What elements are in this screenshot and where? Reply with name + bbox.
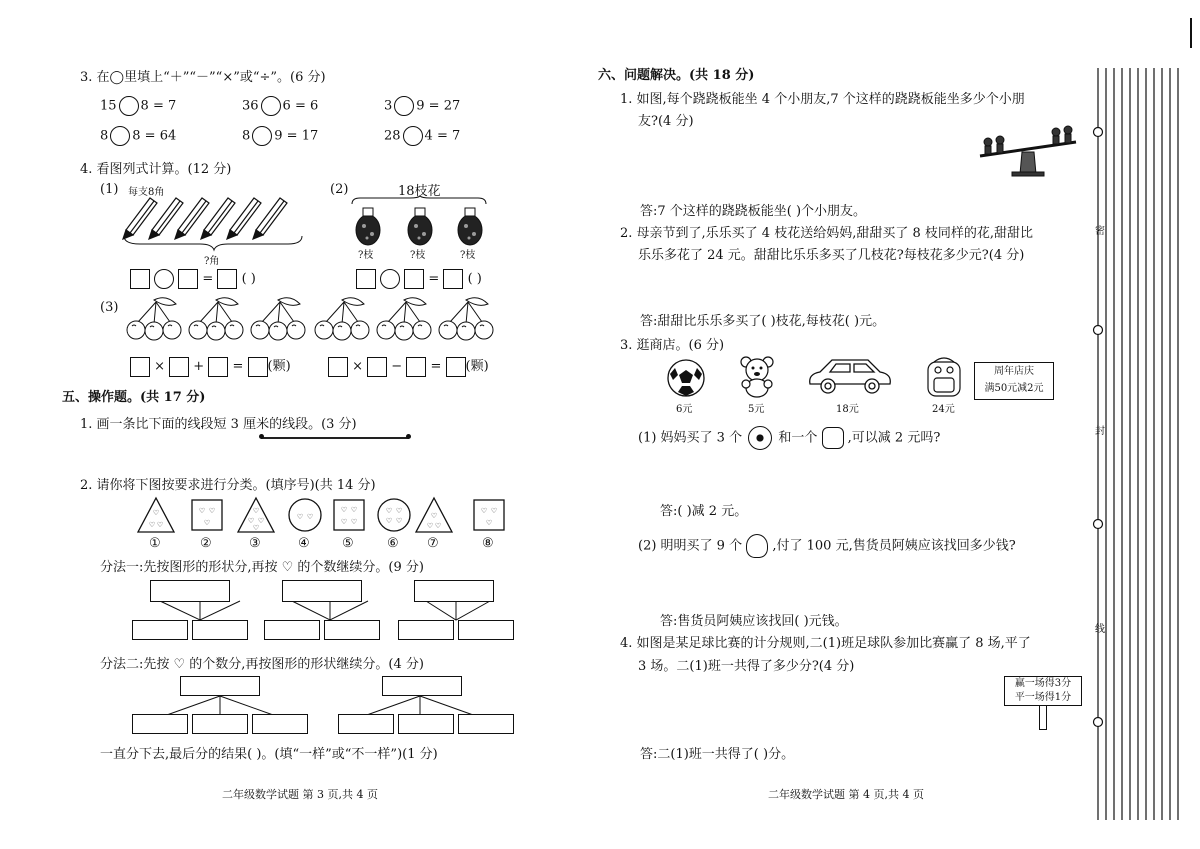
q3-title: 3. 在◯里填上“＋”“－”“×”或“÷”。(6 分): [80, 70, 326, 85]
svg-text:♡: ♡: [490, 507, 498, 515]
unit-blank[interactable]: ( ): [241, 271, 256, 287]
operator-blank[interactable]: [403, 126, 423, 146]
classify-box[interactable]: [414, 580, 494, 602]
section6-title: 六、问题解决。(共 18 分): [598, 68, 755, 83]
classify-box[interactable]: [132, 714, 188, 734]
r-q1-line1: 1. 如图,每个跷跷板能坐 4 个小朋友,7 个这样的跷跷板能坐多少个小朋: [620, 92, 1025, 107]
answer-box[interactable]: [169, 357, 189, 377]
scoring-rule-sign: [1004, 676, 1082, 706]
svg-text:♡: ♡: [340, 506, 348, 514]
q4-part3-equation-right: × − = (颗): [328, 355, 489, 377]
q4-title: 4. 看图列式计算。(12 分): [80, 162, 232, 177]
operator-blank[interactable]: [394, 96, 414, 116]
shape-number: ③: [249, 536, 261, 551]
backpack-icon: [822, 427, 844, 449]
q3-item: 36 6 = 6: [242, 96, 318, 116]
q4-part1-label: (1): [100, 182, 119, 197]
rule-line: 赢一场得3分: [1014, 678, 1072, 689]
edge-mark: [1190, 18, 1192, 48]
seesaw-illustration: [978, 126, 1078, 182]
operator-blank[interactable]: [261, 96, 281, 116]
svg-text:♡: ♡: [296, 513, 304, 521]
svg-text:♡: ♡: [430, 512, 438, 520]
answer-box[interactable]: [443, 269, 463, 289]
shape-number: ⑦: [427, 536, 439, 551]
segment-endpoint: [259, 434, 264, 439]
classify-box[interactable]: [458, 620, 514, 640]
answer-box[interactable]: [356, 269, 376, 289]
svg-text:♡: ♡: [203, 519, 211, 527]
final-result-text: 一直分下去,最后分的结果( )。(填“一样”或“不一样”)(1 分): [100, 747, 438, 762]
binding-label: 密: [1095, 226, 1105, 237]
shape-number: ②: [200, 536, 212, 551]
svg-text:♡: ♡: [350, 506, 358, 514]
store-promo-sign: [974, 362, 1054, 400]
classify-box[interactable]: [150, 580, 230, 602]
classify-box[interactable]: [382, 676, 462, 696]
svg-text:♡: ♡: [198, 507, 206, 515]
svg-text:♡: ♡: [485, 519, 493, 527]
shapes-row: [134, 496, 514, 536]
backpack-icon: [924, 356, 964, 398]
classify-box[interactable]: [252, 714, 308, 734]
svg-text:♡: ♡: [395, 517, 403, 525]
teddy-bear-icon: [746, 534, 768, 558]
page-footer-right: 二年级数学试题 第 4 页,共 4 页: [768, 788, 924, 801]
svg-text:♡: ♡: [385, 507, 393, 515]
q4-part1-equation: = ( ): [130, 269, 256, 289]
svg-text:♡: ♡: [426, 522, 434, 530]
answer-box[interactable]: [208, 357, 228, 377]
q3-item: 8 9 = 17: [242, 126, 318, 146]
svg-text:♡: ♡: [385, 517, 393, 525]
classify-box[interactable]: [132, 620, 188, 640]
q4-part2-label: (2): [330, 182, 349, 197]
q3-item: 8 8 = 64: [100, 126, 176, 146]
r-q1-line2: 友?(4 分): [638, 114, 694, 129]
classify-box[interactable]: [398, 620, 454, 640]
segment-endpoint: [406, 434, 411, 439]
soccer-ball-icon: [666, 358, 726, 398]
s5-q2-text: 2. 请你将下图按要求进行分类。(填序号)(共 14 分): [80, 478, 376, 493]
promo-line: 周年店庆: [994, 366, 1034, 377]
classify-box[interactable]: [192, 714, 248, 734]
svg-text:♡: ♡: [306, 513, 314, 521]
sign-post: [1039, 706, 1047, 730]
answer-box[interactable]: [217, 269, 237, 289]
r-q3-sub1: (1) 妈妈买了 3 个 和一个 ,可以减 2 元吗?: [638, 426, 940, 450]
q4-part3-label: (3): [100, 300, 119, 315]
operator-blank[interactable]: [380, 269, 400, 289]
r-q3-sub2: (2) 明明买了 9 个 ,付了 100 元,售货员阿姨应该找回多少钱?: [638, 534, 1016, 558]
answer-box[interactable]: [328, 357, 348, 377]
binding-label: 封: [1095, 426, 1105, 437]
vase-label: ?枝: [410, 250, 426, 261]
answer-box[interactable]: [446, 357, 466, 377]
rule-line: 平一场得1分: [1014, 692, 1072, 703]
vase-label: ?枝: [460, 250, 476, 261]
r-q1-answer: 答:7 个这样的跷跷板能坐( )个小朋友。: [640, 204, 867, 219]
price-label: 5元: [748, 404, 765, 415]
shape-number: ①: [149, 536, 161, 551]
classify-box[interactable]: [192, 620, 248, 640]
binding-label: 线: [1095, 624, 1105, 635]
pencil-total-label: ?角: [204, 256, 220, 267]
promo-line: 满50元减2元: [984, 383, 1044, 394]
r-q3-title: 3. 逛商店。(6 分): [620, 338, 725, 353]
unit-blank[interactable]: ( ): [467, 271, 482, 287]
svg-text:♡: ♡: [340, 518, 348, 526]
q4-part3-equation-left: × + = (颗): [130, 355, 291, 377]
svg-text:♡: ♡: [257, 517, 265, 525]
method1-text: 分法一:先按图形的形状分,再按 ♡ 的个数继续分。(9 分): [100, 560, 424, 575]
answer-box[interactable]: [367, 357, 387, 377]
page-footer-left: 二年级数学试题 第 3 页,共 4 页: [222, 788, 378, 801]
svg-text:♡: ♡: [208, 507, 216, 515]
answer-box[interactable]: [406, 357, 426, 377]
answer-box[interactable]: [130, 357, 150, 377]
flowers-caption: 18枝花: [398, 184, 441, 199]
q4-part2-equation: = ( ): [356, 269, 482, 289]
shape-number: ⑥: [387, 536, 399, 551]
section5-title: 五、操作题。(共 17 分): [62, 390, 206, 405]
r-q2-line1: 2. 母亲节到了,乐乐买了 4 枝花送给妈妈,甜甜买了 8 枝同样的花,甜甜比: [620, 226, 1034, 241]
svg-text:♡: ♡: [252, 524, 260, 532]
q3-item: 28 4 = 7: [384, 126, 460, 146]
classify-box[interactable]: [264, 620, 320, 640]
teddy-bear-icon: [738, 354, 778, 398]
svg-text:♡: ♡: [252, 507, 260, 515]
operator-blank[interactable]: [154, 269, 174, 289]
q3-item: 3 9 = 27: [384, 96, 460, 116]
classify-box[interactable]: [398, 714, 454, 734]
operator-blank[interactable]: [252, 126, 272, 146]
pencil-price-caption: 每支8角: [128, 187, 165, 198]
cherries-illustration: [124, 296, 504, 344]
svg-text:♡: ♡: [480, 507, 488, 515]
classify-box[interactable]: [180, 676, 260, 696]
s5-q1-text: 1. 画一条比下面的线段短 3 厘米的线段。(3 分): [80, 417, 357, 432]
operator-blank[interactable]: [110, 126, 130, 146]
r-q2-answer: 答:甜甜比乐乐多买了( )枝花,每枝花( )元。: [640, 314, 886, 329]
answer-box[interactable]: [178, 269, 198, 289]
answer-box[interactable]: [404, 269, 424, 289]
r-q4-line1: 4. 如图是某足球比赛的计分规则,二(1)班足球队参加比赛赢了 8 场,平了: [620, 636, 1031, 651]
svg-text:♡: ♡: [148, 521, 156, 529]
svg-text:♡: ♡: [395, 507, 403, 515]
shape-number: ⑤: [342, 536, 354, 551]
operator-blank[interactable]: [119, 96, 139, 116]
svg-text:♡: ♡: [156, 521, 164, 529]
pencils-illustration: [120, 192, 310, 252]
price-label: 6元: [676, 404, 693, 415]
r-q3-ans2: 答:售货员阿姨应该找回( )元钱。: [660, 614, 848, 629]
method2-text: 分法二:先按 ♡ 的个数分,再按图形的形状继续分。(4 分): [100, 657, 424, 672]
svg-text:♡: ♡: [350, 518, 358, 526]
classify-box[interactable]: [324, 620, 380, 640]
answer-box[interactable]: [248, 357, 268, 377]
vase-label: ?枝: [358, 250, 374, 261]
svg-text:♡: ♡: [247, 517, 255, 525]
svg-text:♡: ♡: [434, 522, 442, 530]
soccer-ball-icon: [748, 426, 772, 450]
binding-margin: [1094, 60, 1194, 840]
shape-number: ④: [298, 536, 310, 551]
toy-car-icon: [806, 356, 896, 396]
q3-item: 15 8 = 7: [100, 96, 176, 116]
r-q4-line2: 3 场。二(1)班一共得了多少分?(4 分): [638, 659, 855, 674]
svg-text:♡: ♡: [152, 509, 160, 517]
classify-box[interactable]: [282, 580, 362, 602]
classify-box[interactable]: [458, 714, 514, 734]
r-q2-line2: 乐乐多花了 24 元。甜甜比乐乐多买了几枝花?每枝花多少元?(4 分): [638, 248, 1025, 263]
classify-box[interactable]: [338, 714, 394, 734]
r-q4-answer: 答:二(1)班一共得了( )分。: [640, 747, 795, 762]
answer-box[interactable]: [130, 269, 150, 289]
shape-number: ⑧: [482, 536, 494, 551]
price-label: 24元: [932, 404, 955, 415]
reference-segment: [261, 437, 409, 439]
r-q3-ans1: 答:( )减 2 元。: [660, 504, 748, 519]
price-label: 18元: [836, 404, 859, 415]
